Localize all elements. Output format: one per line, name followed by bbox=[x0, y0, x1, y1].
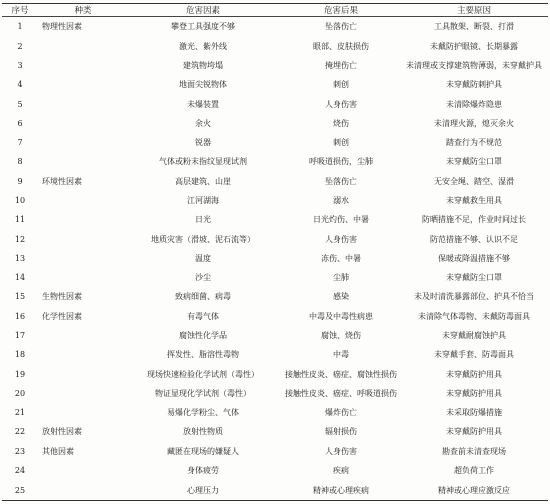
row-hazard-factor: 物证显现化学试剂（毒性） bbox=[155, 388, 251, 398]
row-hazard-factor: 日光 bbox=[195, 215, 211, 225]
table-row bbox=[2, 442, 548, 461]
table-row bbox=[2, 114, 548, 133]
row-main-cause: 未戴防护眼镜、长期暴露 bbox=[430, 41, 518, 51]
row-main-cause: 未穿戴防尘口罩 bbox=[446, 157, 502, 167]
row-number: 20 bbox=[14, 388, 26, 398]
row-category bbox=[38, 345, 124, 364]
row-consequence: 人身伤害 bbox=[325, 99, 357, 109]
row-main-cause: 未穿戴防护用具 bbox=[446, 388, 502, 398]
row-hazard-factor: 有毒气体 bbox=[187, 311, 219, 321]
row-category bbox=[38, 480, 124, 500]
table-row bbox=[2, 133, 548, 152]
row-category bbox=[38, 133, 124, 152]
row-category bbox=[38, 384, 124, 403]
row-consequence: 尘肺 bbox=[333, 273, 349, 283]
row-hazard-factor: 锐器 bbox=[195, 138, 211, 148]
row-number: 7 bbox=[17, 138, 23, 148]
row-main-cause: 未穿戴防护用具 bbox=[446, 369, 502, 379]
table-row bbox=[2, 287, 548, 306]
row-number: 14 bbox=[14, 273, 26, 283]
row-main-cause: 防范措施不够、认识不足 bbox=[430, 234, 518, 244]
row-main-cause: 防晒措施不足，作业时间过长 bbox=[422, 215, 526, 225]
row-consequence: 刺创 bbox=[333, 80, 349, 90]
row-hazard-factor: 攀登工具强度不够 bbox=[171, 22, 235, 32]
row-category bbox=[38, 461, 124, 480]
header-no: 序号 bbox=[11, 6, 29, 16]
table-row bbox=[2, 461, 548, 480]
row-consequence: 眼部、皮肤损伤 bbox=[313, 41, 369, 51]
table-row bbox=[2, 56, 548, 75]
table-row bbox=[2, 17, 548, 37]
row-number: 12 bbox=[14, 234, 26, 244]
row-consequence: 掩埋伤亡 bbox=[325, 61, 357, 71]
row-hazard-factor: 身体疲劳 bbox=[187, 465, 219, 475]
table-row bbox=[2, 95, 548, 114]
row-consequence: 接触性皮炎、癌症、呼吸道损伤 bbox=[285, 388, 397, 398]
table-row bbox=[2, 75, 548, 94]
hazard-table bbox=[2, 3, 548, 501]
row-category bbox=[38, 249, 124, 268]
row-main-cause: 精神或心理应激反应 bbox=[438, 485, 510, 495]
row-category bbox=[38, 95, 124, 114]
row-number: 6 bbox=[17, 118, 23, 128]
row-category: 其他因素 bbox=[42, 446, 74, 456]
row-category bbox=[38, 268, 124, 287]
row-number: 3 bbox=[17, 61, 23, 71]
row-main-cause: 踏查行为不规范 bbox=[446, 138, 502, 148]
row-number: 13 bbox=[14, 253, 26, 263]
row-hazard-factor: 沙尘 bbox=[195, 273, 211, 283]
row-hazard-factor: 腐蚀性化学品 bbox=[179, 331, 227, 341]
row-category bbox=[38, 326, 124, 345]
row-consequence: 感染 bbox=[333, 292, 349, 302]
row-hazard-factor: 挥发性、脂溶性毒物 bbox=[167, 350, 239, 360]
row-consequence: 爆炸伤亡 bbox=[325, 408, 357, 418]
table-row bbox=[2, 326, 548, 345]
row-consequence: 疾病 bbox=[333, 465, 349, 475]
header-row bbox=[2, 4, 548, 17]
row-number: 18 bbox=[14, 350, 26, 360]
row-main-cause: 未穿戴防刺护具 bbox=[446, 80, 502, 90]
table-row bbox=[2, 229, 548, 248]
table-row bbox=[2, 268, 548, 287]
row-category: 化学性因素 bbox=[42, 311, 82, 321]
row-consequence: 腐蚀、烧伤 bbox=[321, 331, 361, 341]
row-consequence: 精神或心理疾病 bbox=[313, 485, 369, 495]
row-number: 19 bbox=[14, 369, 26, 379]
row-number: 11 bbox=[14, 215, 26, 225]
row-main-cause: 未及时清洗暴露部位、护具不恰当 bbox=[414, 292, 534, 302]
row-main-cause: 未穿戴防护用具 bbox=[446, 427, 502, 437]
row-hazard-factor: 现场快速检验化学试剂（毒性） bbox=[147, 369, 259, 379]
table-header bbox=[2, 4, 548, 17]
row-consequence: 冻伤、中暑 bbox=[321, 253, 361, 263]
row-category bbox=[38, 56, 124, 75]
row-main-cause: 超负荷工作 bbox=[454, 465, 494, 475]
table-row bbox=[2, 364, 548, 383]
row-consequence: 烧伤 bbox=[333, 118, 349, 128]
row-main-cause: 未穿戴耐腐蚀护具 bbox=[442, 331, 506, 341]
row-hazard-factor: 建筑物垮塌 bbox=[183, 61, 223, 71]
row-main-cause: 未清除爆炸隐患 bbox=[446, 99, 502, 109]
row-consequence: 刺创 bbox=[333, 138, 349, 148]
row-main-cause: 未清除气体毒物、未戴防毒面具 bbox=[418, 311, 530, 321]
row-category bbox=[38, 191, 124, 210]
row-number: 4 bbox=[17, 80, 23, 90]
table-row bbox=[2, 480, 548, 500]
row-main-cause: 未穿戴防尘口罩 bbox=[446, 273, 502, 283]
row-main-cause: 未清理或支撑建筑物薄弱，未穿戴护具 bbox=[406, 61, 542, 71]
table-row bbox=[2, 191, 548, 210]
row-consequence: 人身伤害 bbox=[325, 234, 357, 244]
row-category: 环境性因素 bbox=[42, 176, 82, 186]
row-number: 9 bbox=[17, 176, 23, 186]
row-number: 22 bbox=[14, 427, 26, 437]
row-consequence: 坠落伤亡 bbox=[325, 176, 357, 186]
row-hazard-factor: 温度 bbox=[195, 253, 211, 263]
row-number: 24 bbox=[14, 465, 26, 475]
row-category bbox=[38, 229, 124, 248]
row-number: 1 bbox=[17, 22, 23, 32]
row-main-cause: 保暖或降温措施不够 bbox=[438, 253, 510, 263]
row-number: 17 bbox=[14, 331, 26, 341]
row-number: 10 bbox=[14, 196, 26, 206]
row-consequence: 日光灼伤、中暑 bbox=[313, 215, 369, 225]
row-main-cause: 未穿戴手套、防毒面具 bbox=[434, 350, 514, 360]
row-hazard-factor: 致病细菌、病毒 bbox=[175, 292, 231, 302]
row-number: 8 bbox=[17, 157, 23, 167]
table-row bbox=[2, 210, 548, 229]
row-consequence: 溺水 bbox=[333, 196, 349, 206]
table-row bbox=[2, 37, 548, 56]
header-category: 种类 bbox=[74, 6, 92, 16]
row-hazard-factor: 易爆化学粉尘、气体 bbox=[167, 408, 239, 418]
row-hazard-factor: 藏匿在现场的嫌疑人 bbox=[167, 446, 239, 456]
row-number: 16 bbox=[14, 311, 26, 321]
row-consequence: 人身伤害 bbox=[325, 446, 357, 456]
table-row bbox=[2, 422, 548, 441]
header-factor: 危害因素 bbox=[185, 6, 220, 16]
table-row bbox=[2, 384, 548, 403]
row-category bbox=[38, 403, 124, 422]
row-consequence: 接触性皮炎、癌症、腐蚀性损伤 bbox=[285, 369, 397, 379]
table-row bbox=[2, 345, 548, 364]
row-consequence: 中毒 bbox=[333, 350, 349, 360]
row-main-cause: 未穿戴救生用具 bbox=[446, 196, 502, 206]
row-category bbox=[38, 364, 124, 383]
row-hazard-factor: 激光、紫外线 bbox=[179, 41, 227, 51]
row-category: 放射性因素 bbox=[42, 427, 82, 437]
row-hazard-factor: 气体或粉末指纹显现试剂 bbox=[159, 157, 247, 167]
header-consequence: 危害后果 bbox=[323, 6, 358, 16]
row-hazard-factor: 高层建筑、山崖 bbox=[175, 176, 231, 186]
row-category: 生物性因素 bbox=[42, 292, 82, 302]
table-body bbox=[2, 17, 548, 501]
row-consequence: 坠落伤亡 bbox=[325, 22, 357, 32]
row-hazard-factor: 地质灾害（滑坡、泥石流等） bbox=[151, 234, 255, 244]
row-number: 25 bbox=[14, 485, 26, 495]
row-hazard-factor: 放射性物质 bbox=[183, 427, 223, 437]
table-row bbox=[2, 403, 548, 422]
row-main-cause: 勘查前未清查现场 bbox=[442, 446, 506, 456]
table-row bbox=[2, 307, 548, 326]
row-hazard-factor: 未爆装置 bbox=[187, 99, 219, 109]
row-hazard-factor: 余火 bbox=[195, 118, 211, 128]
row-consequence: 呼吸道损伤，尘肺 bbox=[309, 157, 373, 167]
table-row bbox=[2, 152, 548, 171]
row-number: 2 bbox=[17, 41, 23, 51]
header-cause: 主要原因 bbox=[456, 6, 491, 16]
row-number: 15 bbox=[14, 292, 26, 302]
row-consequence: 辐射损伤 bbox=[325, 427, 357, 437]
table-row bbox=[2, 249, 548, 268]
row-category bbox=[38, 152, 124, 171]
row-main-cause: 未采取防爆措施 bbox=[446, 408, 502, 418]
row-main-cause: 工具散架、断裂、打滑 bbox=[434, 22, 514, 32]
row-number: 5 bbox=[17, 99, 23, 109]
row-hazard-factor: 江河湖海 bbox=[187, 196, 219, 206]
row-main-cause: 未清理火源，熄灭余火 bbox=[434, 118, 514, 128]
row-category bbox=[38, 75, 124, 94]
row-hazard-factor: 心理压力 bbox=[187, 485, 219, 495]
row-category: 物理性因素 bbox=[42, 22, 82, 32]
row-number: 21 bbox=[14, 408, 26, 418]
table-row bbox=[2, 172, 548, 191]
row-main-cause: 无安全绳、踏空、湿滑 bbox=[434, 176, 514, 186]
row-category bbox=[38, 37, 124, 56]
row-consequence: 中毒及中毒性病患 bbox=[309, 311, 373, 321]
row-hazard-factor: 地面尖锐物体 bbox=[179, 80, 227, 90]
row-category bbox=[38, 210, 124, 229]
row-number: 23 bbox=[14, 446, 26, 456]
row-category bbox=[38, 114, 124, 133]
